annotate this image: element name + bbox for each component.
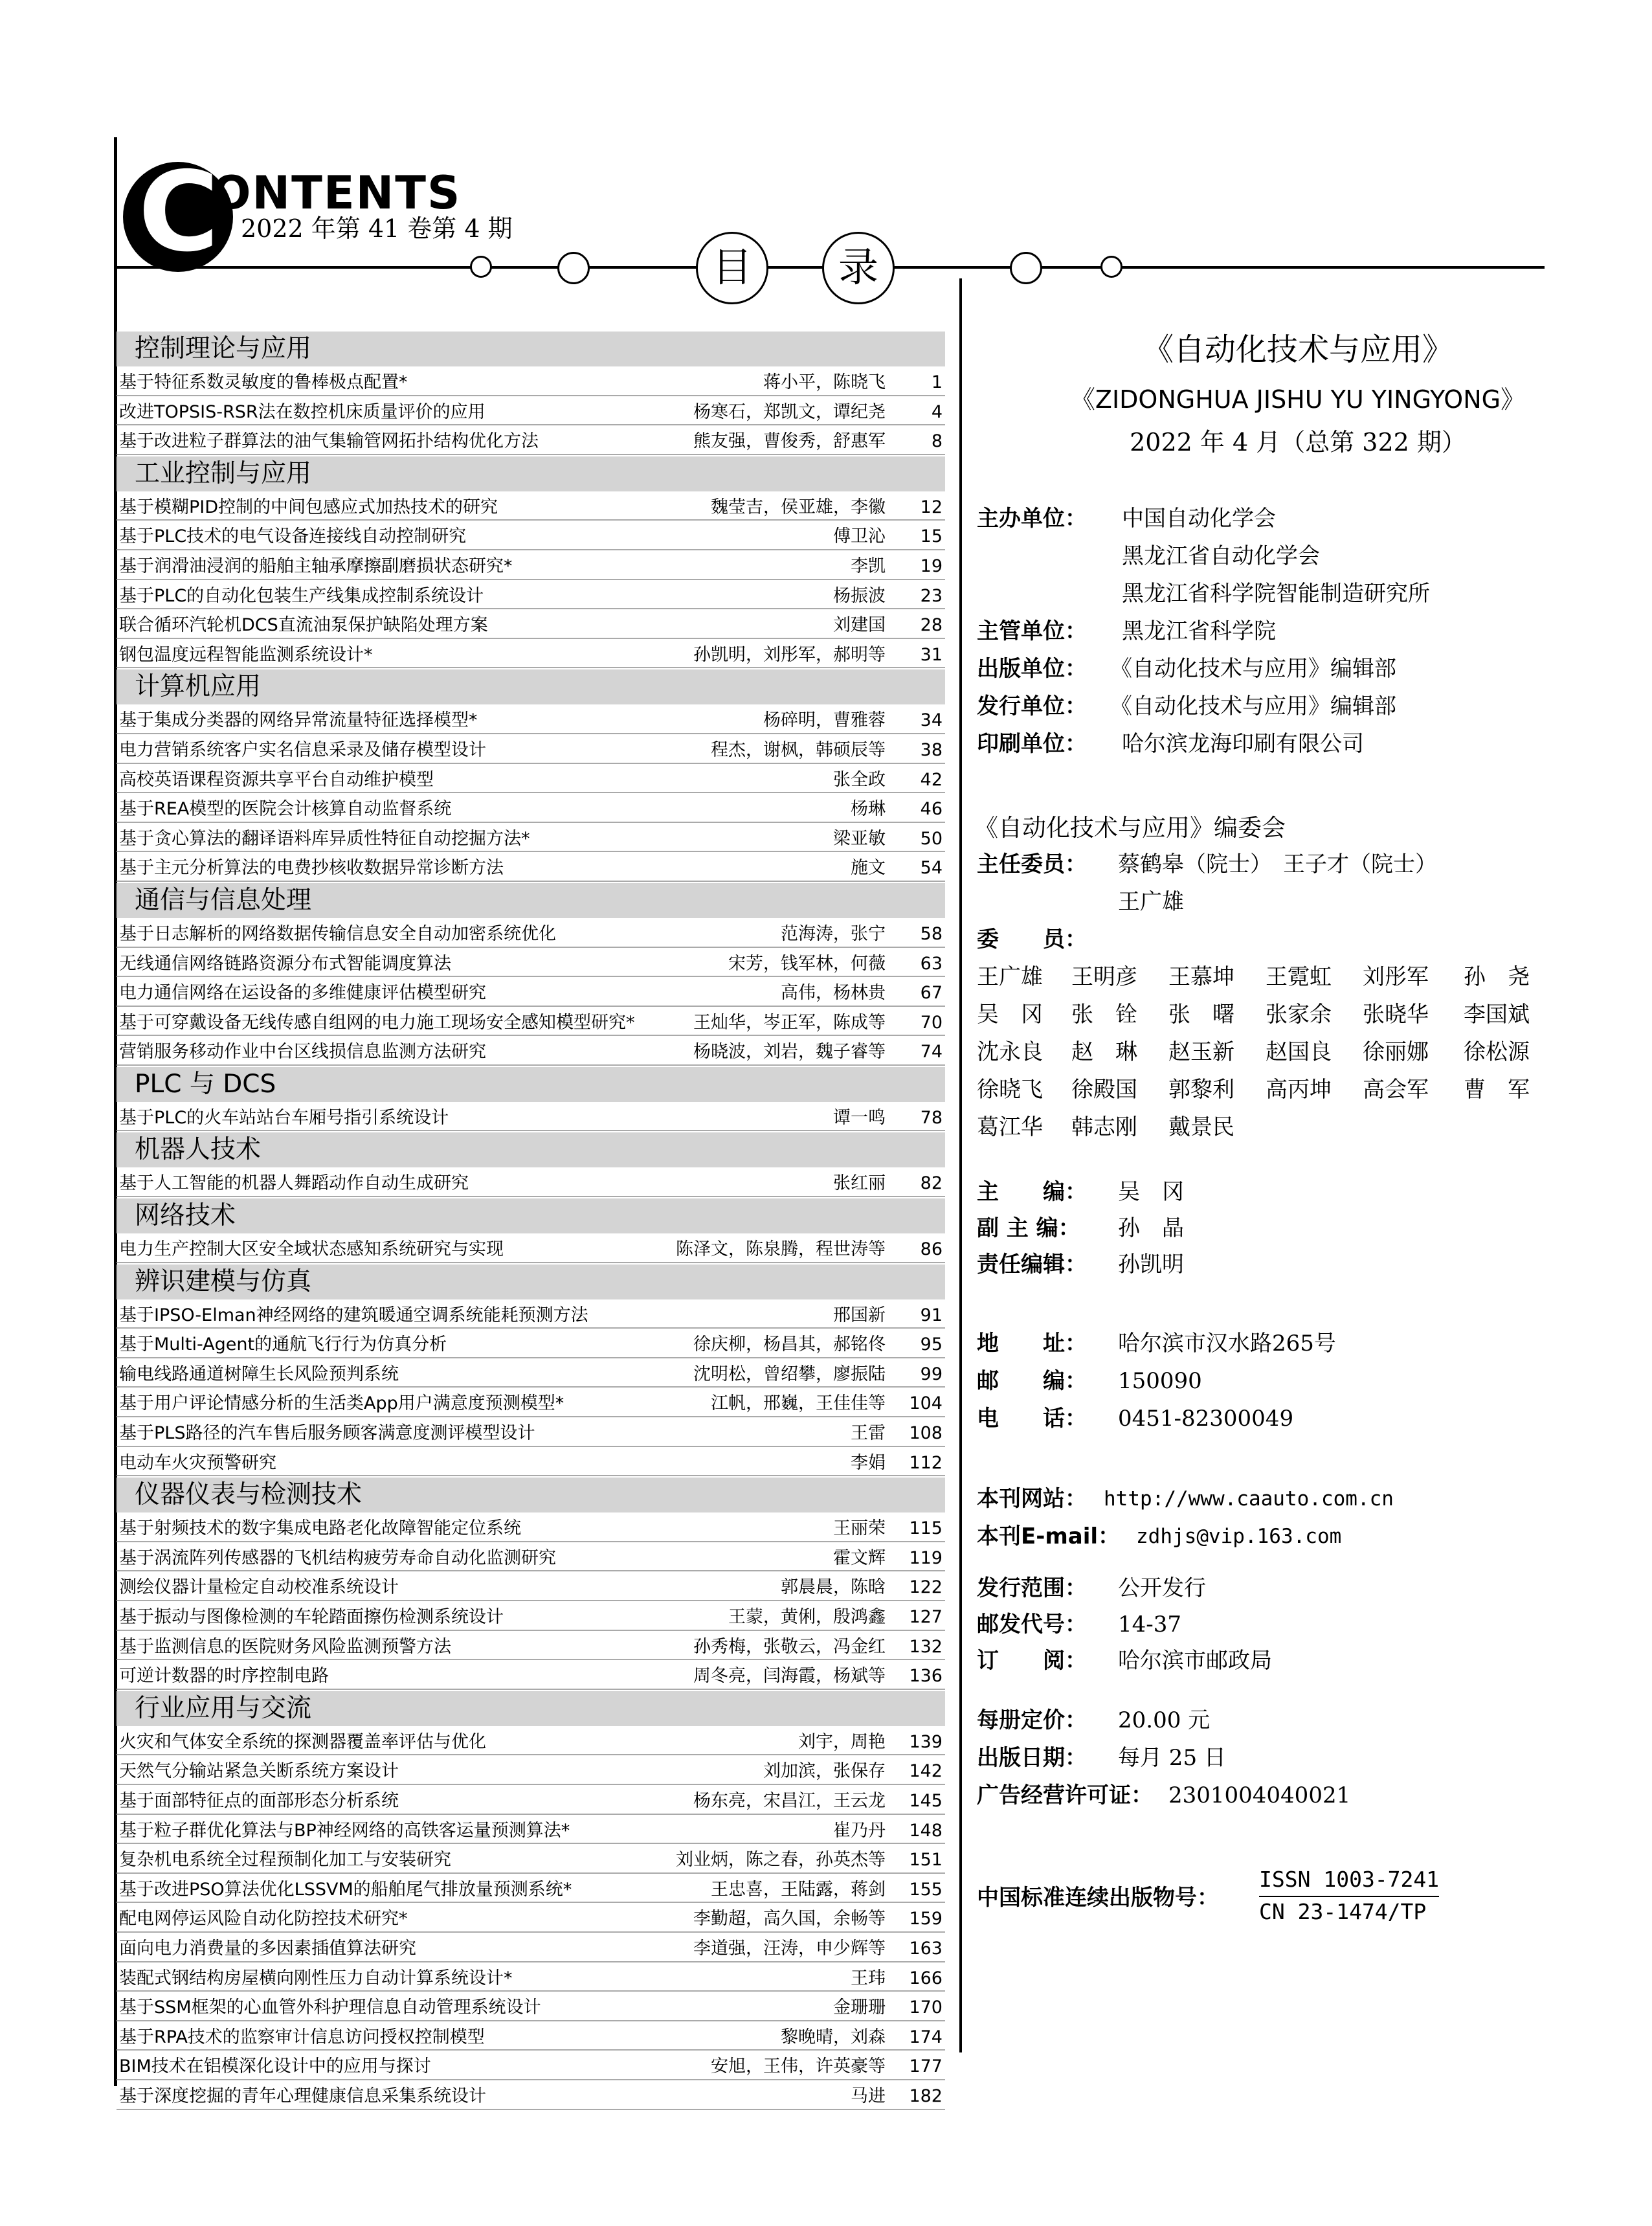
entry-title: 基于深度挖掘的青年心理健康信息采集系统设计 (119, 2085, 486, 2106)
entry-page: 46 (920, 799, 943, 820)
entry-title: 可逆计数器的时序控制电路 (119, 1666, 329, 1687)
entry-page: 127 (909, 1607, 943, 1627)
entry-authors: 崔乃丹 (833, 1820, 886, 1841)
board-member: 吴 冈 (977, 1002, 1043, 1028)
board-member: 韩志刚 (1071, 1114, 1137, 1140)
license-label: 广告经营许可证： (977, 1782, 1153, 1808)
entry-page: 142 (909, 1761, 943, 1782)
entry-title: 基于主元分析算法的电费抄核收数据异常诊断方法 (119, 858, 504, 879)
postal-code: 14-37 (1118, 1612, 1182, 1637)
entry-title: 基于射频技术的数字集成电路老化故障智能定位系统 (119, 1518, 521, 1539)
entry-page: 170 (909, 1997, 943, 2018)
entry-authors: 马进 (851, 2085, 886, 2106)
entry-page: 95 (920, 1334, 943, 1355)
chief: 吴 冈 (1118, 1179, 1184, 1205)
entry-authors: 金珊珊 (833, 1997, 886, 2018)
entry-title: 基于PLC的火车站站台车厢号指引系统设计 (119, 1107, 449, 1128)
toc-entry (117, 1514, 945, 1544)
toc-entry (117, 493, 945, 523)
entry-page: 174 (909, 2027, 943, 2047)
entry-page: 58 (920, 923, 943, 944)
entry-title: 高校英语课程资源共享平台自动维护模型 (119, 769, 434, 790)
entry-authors: 郭晨晨，陈晗 (781, 1577, 886, 1598)
entry-authors: 李道强，汪涛，申少辉等 (693, 1938, 886, 1959)
deco-circle (557, 252, 590, 284)
journal-title: 《自动化技术与应用》 (1142, 332, 1453, 368)
board-member: 张 曙 (1168, 1002, 1234, 1028)
entry-authors: 张全政 (833, 769, 886, 790)
toc-entry (117, 1544, 945, 1573)
toc-entry (117, 1169, 945, 1198)
entry-title: 基于集成分类器的网络异常流量特征选择模型* (119, 710, 478, 731)
entry-page: 104 (909, 1393, 943, 1414)
entry-page: 8 (931, 431, 943, 452)
journal-issue: 2022 年 4 月（总第 322 期） (1130, 428, 1466, 456)
board-member: 刘彤军 (1363, 964, 1429, 990)
board-member: 徐松源 (1464, 1039, 1530, 1065)
entry-title: 基于振动与图像检测的车轮踏面擦伤检测系统设计 (119, 1607, 504, 1627)
printer: 哈尔滨龙海印刷有限公司 (1122, 731, 1364, 757)
entry-title: 联合循环汽轮机DCS直流油泵保护缺陷处理方案 (119, 615, 488, 636)
board-member: 徐丽娜 (1363, 1039, 1429, 1065)
entry-authors: 邢国新 (833, 1305, 886, 1325)
entry-title: 装配式钢结构房屋横向刚性压力自动计算系统设计* (119, 1968, 513, 1988)
toc-entry (117, 398, 945, 427)
board-member: 李国斌 (1464, 1002, 1530, 1028)
entry-page: 166 (909, 1968, 943, 1988)
entry-authors: 江帆，邢巍，王佳佳等 (711, 1393, 886, 1414)
address-label: 地 址： (977, 1331, 1087, 1356)
entry-title: 基于Multi-Agent的通航飞行行为仿真分析 (119, 1334, 447, 1355)
board-member: 徐晓飞 (977, 1077, 1043, 1103)
board-member: 张 铨 (1071, 1002, 1137, 1028)
entry-title: 电力生产控制大区安全域状态感知系统研究与实现 (119, 1239, 504, 1260)
toc-entry (117, 853, 945, 883)
entry-title: 基于PLC技术的电气设备连接线自动控制研究 (119, 526, 467, 547)
entry-title: 天然气分输站紧急关断系统方案设计 (119, 1761, 399, 1782)
entry-authors: 杨振波 (833, 585, 886, 606)
email-label: 本刊E-mail： (977, 1523, 1121, 1549)
pub-date: 每月 25 日 (1118, 1745, 1226, 1771)
entry-page: 159 (909, 1909, 943, 1929)
toc-entry (117, 522, 945, 552)
board-member: 王广雄 (977, 964, 1043, 990)
deco-circle (1010, 252, 1042, 284)
date-label: 出版日期： (977, 1745, 1087, 1771)
section-header: 网络技术 (117, 1198, 945, 1233)
entry-page: 38 (920, 739, 943, 760)
logo-letter: C (138, 148, 219, 276)
entry-authors: 王玮 (851, 1968, 886, 1988)
entry-authors: 刘建国 (833, 615, 886, 636)
phone-label: 电 话： (977, 1406, 1087, 1432)
sponsor-2: 黑龙江省自动化学会 (1122, 543, 1320, 569)
entry-page: 99 (920, 1364, 943, 1384)
toc-entry (117, 1934, 945, 1964)
publisher-label: 出版单位： (977, 656, 1087, 682)
entry-page: 148 (909, 1820, 943, 1841)
scope: 公开发行 (1118, 1575, 1206, 1601)
issue-number: 2022 年第 41 卷第 4 期 (241, 214, 513, 243)
entry-title: 无线通信网络链路资源分布式智能调度算法 (119, 953, 451, 974)
section-header: 控制理论与应用 (117, 332, 945, 366)
entry-authors: 王蒙，黄俐，殷鸿鑫 (728, 1607, 886, 1627)
directors-line1: 蔡鹤皋（院士） 王子才（院士） (1118, 851, 1437, 877)
entry-title: 基于贪心算法的翻译语料库异质性特征自动挖掘方法* (119, 828, 530, 849)
publisher: 《自动化技术与应用》编辑部 (1110, 656, 1396, 682)
deco-circle (1100, 256, 1122, 278)
chief-label: 主 编： (977, 1179, 1087, 1205)
toc-entry (117, 765, 945, 795)
toc-entry (117, 824, 945, 854)
entry-page: 86 (920, 1239, 943, 1260)
entry-page: 155 (909, 1879, 943, 1900)
entry-page: 50 (920, 828, 943, 849)
section-header: 机器人技术 (117, 1132, 945, 1167)
director-label: 主任委员： (977, 851, 1087, 877)
section-header: 通信与信息处理 (117, 883, 945, 918)
toc-entry (117, 1727, 945, 1757)
entry-title: 面向电力消费量的多因素插值算法研究 (119, 1938, 416, 1959)
toc-entry (117, 1103, 945, 1133)
entry-title: 基于日志解析的网络数据传输信息安全自动加密系统优化 (119, 923, 556, 944)
entry-authors: 程杰，谢枫，韩硕辰等 (711, 739, 886, 760)
center-rule (959, 278, 962, 2052)
supervisor-label: 主管单位： (977, 618, 1087, 644)
board-member: 赵国良 (1266, 1039, 1332, 1065)
toc-entry (117, 611, 945, 640)
entry-authors: 梁亚敏 (833, 828, 886, 849)
toc-entry (117, 1389, 945, 1419)
entry-page: 74 (920, 1042, 943, 1062)
entry-authors: 沈明松，曾绍攀，廖振陆 (693, 1364, 886, 1384)
entry-authors: 蒋小平，陈晓飞 (763, 372, 886, 392)
entry-title: 基于监测信息的医院财务风险监测预警方法 (119, 1636, 451, 1657)
entry-authors: 熊友强，曹俊秀，舒惠军 (693, 431, 886, 452)
toc-entry (117, 1757, 945, 1786)
toc-entry (117, 368, 945, 398)
toc-entry (117, 2052, 945, 2082)
toc-entry (117, 1448, 945, 1478)
entry-authors: 杨琳 (851, 799, 886, 820)
entry-page: 19 (920, 556, 943, 576)
serial-label: 中国标准连续出版物号： (977, 1885, 1219, 1911)
sponsor-3: 黑龙江省科学院智能制造研究所 (1122, 581, 1430, 607)
toc-entry (117, 1008, 945, 1038)
toc-entry (117, 1993, 945, 2023)
board-member: 戴景民 (1168, 1114, 1234, 1140)
section-header: 行业应用与交流 (117, 1691, 945, 1726)
entry-authors: 杨寒石，郑凯文，谭纪尧 (693, 401, 886, 422)
entry-authors: 王丽荣 (833, 1518, 886, 1539)
entry-authors: 李娟 (851, 1452, 886, 1473)
entry-authors: 杨晓波，刘岩，魏子睿等 (693, 1042, 886, 1062)
entry-title: 基于SSM框架的心血管外科护理信息自动管理系统设计 (119, 1997, 541, 2018)
entry-authors: 谭一鸣 (833, 1107, 886, 1128)
entry-title: 复杂机电系统全过程预制化加工与安装研究 (119, 1850, 451, 1871)
entry-page: 119 (909, 1547, 943, 1568)
entry-authors: 李凯 (851, 556, 886, 576)
entry-page: 122 (909, 1577, 943, 1598)
entry-page: 108 (909, 1423, 943, 1444)
entry-title: 火灾和气体安全系统的探测器覆盖率评估与优化 (119, 1731, 486, 1752)
entry-authors: 王灿华，岑正军，陈成等 (693, 1012, 886, 1033)
toc-entry (117, 949, 945, 979)
entry-authors: 傅卫沁 (833, 526, 886, 547)
entry-authors: 杨东亮，宋昌江，王云龙 (693, 1790, 886, 1811)
entry-authors: 徐庆柳，杨昌其，郝铭佟 (693, 1334, 886, 1355)
entry-title: 基于用户评论情感分析的生活类App用户满意度预测模型* (119, 1393, 564, 1414)
entry-page: 15 (920, 526, 943, 547)
entry-page: 4 (931, 401, 943, 422)
entry-title: BIM技术在铝模深化设计中的应用与探讨 (119, 2056, 431, 2077)
toc-entry (117, 1301, 945, 1331)
toc-entry (117, 1330, 945, 1360)
toc-entry (117, 1875, 945, 1905)
entry-authors: 刘宇，周艳 (798, 1731, 886, 1752)
toc-entry (117, 706, 945, 736)
entry-authors: 宋芳，钱军林，何薇 (728, 953, 886, 974)
distributor: 《自动化技术与应用》编辑部 (1110, 693, 1396, 719)
toc-entry (117, 581, 945, 611)
section-header: 仪器仪表与检测技术 (117, 1478, 945, 1512)
website-label: 本刊网站： (977, 1486, 1087, 1512)
entry-title: 营销服务移动作业中台区线损信息监测方法研究 (119, 1042, 486, 1062)
postcode: 150090 (1118, 1368, 1202, 1394)
entry-title: 基于涡流阵列传感器的飞机结构疲劳寿命自动化监测研究 (119, 1547, 556, 1568)
postcode-label: 邮 编： (977, 1368, 1087, 1394)
board-title: 《自动化技术与应用》编委会 (974, 814, 1286, 842)
toc-entry (117, 736, 945, 765)
toc-entry (117, 1037, 945, 1067)
entry-page: 70 (920, 1012, 943, 1033)
phone: 0451-82300049 (1118, 1406, 1294, 1432)
entry-authors: 刘加滨，张保存 (763, 1761, 886, 1782)
toc-entry (117, 1602, 945, 1632)
board-member: 徐殿国 (1071, 1077, 1137, 1103)
toc-entry (117, 1904, 945, 1934)
entry-page: 182 (909, 2085, 943, 2106)
entry-authors: 范海涛，张宁 (781, 923, 886, 944)
entry-page: 67 (920, 983, 943, 1004)
entry-title: 钢包温度远程智能监测系统设计* (119, 644, 373, 665)
entry-title: 改进TOPSIS-RSR法在数控机床质量评价的应用 (119, 401, 486, 422)
entry-title: 基于人工智能的机器人舞蹈动作自动生成研究 (119, 1173, 469, 1194)
entry-page: 63 (920, 953, 943, 974)
logo-text: ONTENTS (212, 166, 462, 219)
entry-title: 输电线路通道树障生长风险预判系统 (119, 1364, 399, 1384)
board-member: 郭黎利 (1168, 1077, 1234, 1103)
entry-title: 配电网停运风险自动化防控技术研究* (119, 1909, 408, 1929)
deputy: 孙 晶 (1118, 1215, 1184, 1241)
entry-title: 基于PLS路径的汽车售后服务顾客满意度测评模型设计 (119, 1423, 535, 1444)
section-header: PLC 与 DCS (117, 1067, 945, 1102)
entry-authors: 王忠喜，王陆露，蒋剑 (711, 1879, 886, 1900)
editor-label: 责任编辑： (977, 1252, 1087, 1277)
toc-entry (117, 1845, 945, 1875)
entry-authors: 张红丽 (833, 1173, 886, 1194)
table-of-contents (117, 332, 945, 2111)
printer-label: 印刷单位： (977, 731, 1087, 757)
entry-title: 电动车火灾预警研究 (119, 1452, 276, 1473)
toc-entry (117, 1235, 945, 1265)
entry-page: 23 (920, 585, 943, 606)
entry-page: 1 (931, 372, 943, 392)
directors-line2: 王广雄 (1118, 889, 1184, 915)
toc-entry (117, 919, 945, 949)
issn: ISSN 1003-7241 (1259, 1865, 1439, 1897)
entry-page: 34 (920, 710, 943, 731)
entry-title: 基于润滑油浸润的船舶主轴承摩擦副磨损状态研究* (119, 556, 513, 576)
entry-authors: 孙秀梅，张敬云，冯金红 (693, 1636, 886, 1657)
board-member: 张晓华 (1363, 1002, 1429, 1028)
entry-page: 163 (909, 1938, 943, 1959)
entry-authors: 魏莹吉，侯亚雄，李徽 (711, 497, 886, 517)
toc-entry (117, 1573, 945, 1602)
toc-entry (117, 2082, 945, 2111)
board-member: 沈永良 (977, 1039, 1043, 1065)
price: 20.00 元 (1118, 1707, 1211, 1733)
entry-page: 115 (909, 1518, 943, 1539)
toc-entry (117, 794, 945, 824)
entry-authors: 高伟，杨林贵 (781, 983, 886, 1004)
toc-entry (117, 1360, 945, 1389)
sponsor-1: 中国自动化学会 (1122, 506, 1276, 532)
entry-page: 54 (920, 858, 943, 879)
toc-entry (117, 640, 945, 670)
postal-label: 邮发代号： (977, 1612, 1087, 1637)
board-member: 王霓虹 (1266, 964, 1332, 990)
entry-title: 测绘仪器计量检定自动校准系统设计 (119, 1577, 399, 1598)
entry-title: 基于可穿戴设备无线传感自组网的电力施工现场安全感知模型研究* (119, 1012, 635, 1033)
price-label: 每册定价： (977, 1707, 1087, 1733)
deputy-label: 副 主 编： (977, 1215, 1080, 1241)
entry-title: 电力营销系统客户实名信息采录及储存模型设计 (119, 739, 486, 760)
editor: 孙凯明 (1118, 1252, 1184, 1277)
entry-page: 151 (909, 1850, 943, 1871)
entry-authors: 刘业炳，陈之春，孙英杰等 (676, 1850, 886, 1871)
entry-title: 基于粒子群优化算法与BP神经网络的高铁客运量预测算法* (119, 1820, 570, 1841)
board-member: 葛江华 (977, 1114, 1043, 1140)
entry-page: 31 (920, 644, 943, 665)
entry-title: 电力通信网络在运设备的多维健康评估模型研究 (119, 983, 486, 1004)
entry-authors: 陈泽文，陈泉腾，程世涛等 (676, 1239, 886, 1260)
entry-authors: 黎晚晴，刘森 (781, 2027, 886, 2047)
board-member: 赵 琳 (1071, 1039, 1137, 1065)
entry-page: 28 (920, 615, 943, 636)
board-member: 高会军 (1363, 1077, 1429, 1103)
board-member: 张家余 (1266, 1002, 1332, 1028)
entry-page: 136 (909, 1666, 943, 1687)
entry-title: 基于模糊PID控制的中间包感应式加热技术的研究 (119, 497, 498, 517)
section-header: 计算机应用 (117, 669, 945, 704)
entry-title: 基于PLC的自动化包装生产线集成控制系统设计 (119, 585, 484, 606)
cn-number: CN 23-1474/TP (1259, 1899, 1427, 1924)
entry-authors: 周冬亮，闫海霞，杨斌等 (693, 1666, 886, 1687)
toc-entry (117, 427, 945, 456)
toc-entry (117, 978, 945, 1008)
toc-entry (117, 552, 945, 581)
entry-page: 177 (909, 2056, 943, 2077)
order-label: 订 阅： (977, 1648, 1087, 1674)
toc-entry (117, 1786, 945, 1816)
entry-page: 145 (909, 1790, 943, 1811)
distributor-label: 发行单位： (977, 693, 1087, 719)
entry-title: 基于面部特征点的面部形态分析系统 (119, 1790, 399, 1811)
char-circle-lu: 录 (822, 232, 895, 304)
section-header: 工业控制与应用 (117, 456, 945, 491)
address: 哈尔滨市汉水路265号 (1118, 1331, 1336, 1356)
entry-authors: 孙凯明，刘彤军，郝明等 (693, 644, 886, 665)
entry-authors: 施文 (851, 858, 886, 879)
sponsor-label: 主办单位： (977, 506, 1087, 532)
board-member: 高丙坤 (1266, 1077, 1332, 1103)
entry-page: 42 (920, 769, 943, 790)
deco-circle (470, 256, 492, 278)
entry-page: 12 (920, 497, 943, 517)
entry-page: 78 (920, 1107, 943, 1128)
toc-entry (117, 2023, 945, 2052)
toc-entry (117, 1632, 945, 1662)
entry-page: 82 (920, 1173, 943, 1194)
char-circle-mu: 目 (696, 232, 768, 304)
toc-entry (117, 1816, 945, 1846)
entry-authors: 杨碎明，曹雅蓉 (763, 710, 886, 731)
entry-page: 139 (909, 1731, 943, 1752)
members-label: 委 员： (977, 927, 1087, 952)
scope-label: 发行范围： (977, 1575, 1087, 1601)
entry-page: 91 (920, 1305, 943, 1325)
order: 哈尔滨市邮政局 (1118, 1648, 1272, 1674)
board-member: 孙 尧 (1464, 964, 1530, 990)
journal-pinyin: 《ZIDONGHUA JISHU YU YINGYONG》 (1070, 385, 1526, 414)
entry-authors: 安旭，王伟，许英豪等 (711, 2056, 886, 2077)
entry-authors: 王雷 (851, 1423, 886, 1444)
board-member: 赵玉新 (1168, 1039, 1234, 1065)
toc-entry (117, 1419, 945, 1448)
email: zdhjs@vip.163.com (1136, 1525, 1342, 1548)
board-member: 曹 军 (1464, 1077, 1530, 1103)
supervisor: 黑龙江省科学院 (1122, 618, 1276, 644)
board-member: 王明彦 (1071, 964, 1137, 990)
entry-title: 基于特征系数灵敏度的鲁棒极点配置* (119, 372, 408, 392)
website: http://www.caauto.com.cn (1104, 1487, 1394, 1511)
entry-authors: 霍文辉 (833, 1547, 886, 1568)
entry-title: 基于IPSO-Elman神经网络的建筑暖通空调系统能耗预测方法 (119, 1305, 588, 1325)
board-member: 王慕坤 (1168, 964, 1234, 990)
entry-title: 基于改进粒子群算法的油气集输管网拓扑结构优化方法 (119, 431, 539, 452)
entry-page: 112 (909, 1452, 943, 1473)
entry-title: 基于REA模型的医院会计核算自动监督系统 (119, 799, 452, 820)
entry-title: 基于改进PSO算法优化LSSVM的船舶尾气排放量预测系统* (119, 1879, 572, 1900)
entry-authors: 李勤超，高久国，余畅等 (693, 1909, 886, 1929)
toc-entry (117, 1964, 945, 1994)
entry-title: 基于RPA技术的监察审计信息访问授权控制模型 (119, 2027, 485, 2047)
section-header: 辨识建模与仿真 (117, 1265, 945, 1299)
entry-page: 132 (909, 1636, 943, 1657)
toc-entry (117, 1661, 945, 1691)
license: 2301004040021 (1168, 1782, 1351, 1808)
